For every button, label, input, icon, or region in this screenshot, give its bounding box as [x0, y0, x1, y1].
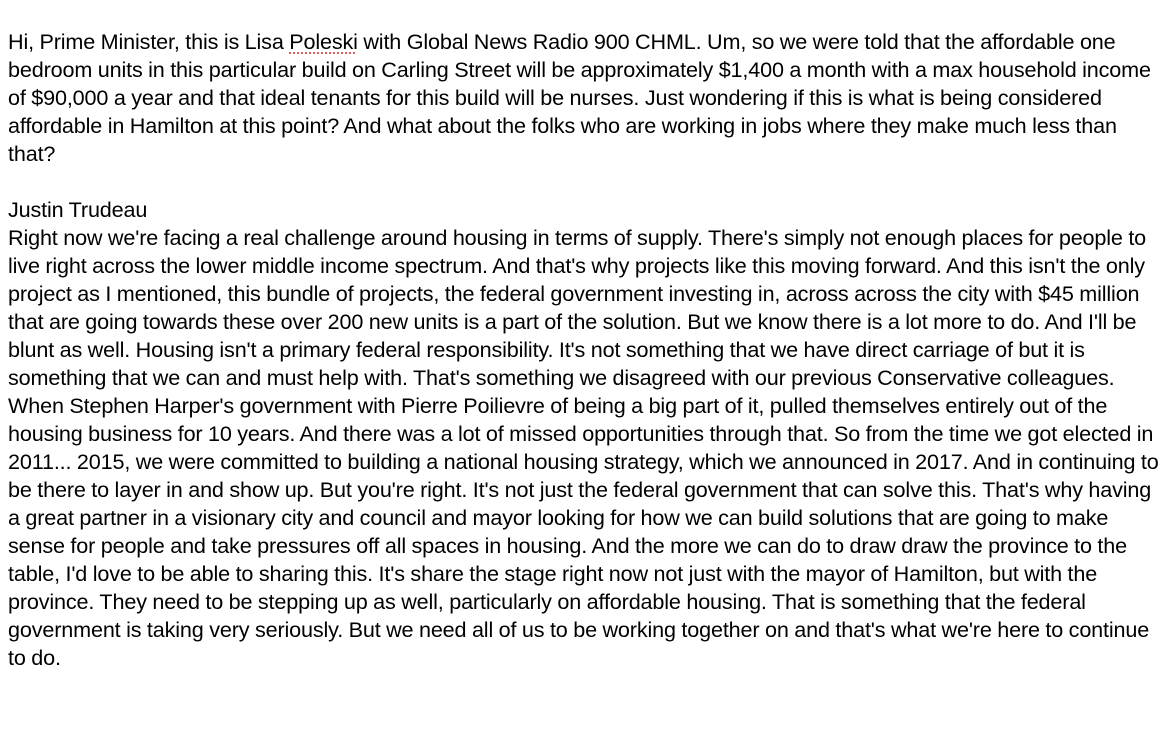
question-rest: with Global News Radio 900 CHML. Um, so we were told that the affordable one bedroom units in this particular build on Carling Street will be approximately $1,400 a month with a max household income of $90,000 a year and that ideal tenants for this build will be nurses. Just wondering if this is what is being considered affordable in Hamilton at this point? And what about the folks who are working in jobs where they make much less than that? — [8, 29, 1151, 166]
misspelled-word[interactable]: Poleski — [289, 29, 358, 54]
paragraph-gap — [8, 168, 1162, 196]
speaker-name: Justin Trudeau — [8, 197, 148, 222]
answer-paragraph: Right now we're facing a real challenge around housing in terms of supply. There's simply not enough places for people to live right across the lower middle income spectrum. And that's why projects like this moving forward. And this isn't the only project as I mentioned, this bundle of projects, the federal government investing in, across across the city with $45 million that are going towards these over 200 new units is a part of the solution. But we know there is a lot more to do. And I'll be blunt as well. Housing isn't a primary federal responsibility. It's not something that we have direct carriage of but it is something that we can and must help with. That's something we disagreed with our previous Conservative colleagues. When Stephen Harper's government with Pierre Poilievre of being a big part of it, pulled themselves entirely out of the housing business for 10 years. And there was a lot of missed opportunities through that. So from the time we got elected in 2011... 2015, we were committed to building a national housing strategy, which we announced in 2017. And in continuing to be there to layer in and show up. But you're right. It's not just the federal government that can solve this. That's why having a great partner in a visionary city and council and mayor looking for how we can build solutions that are going to make sense for people and take pressures off all spaces in housing. And the more we can do to draw draw the province to the table, I'd love to be able to sharing this. It's share the stage right now not just with the mayor of Hamilton, but with the province. They need to be stepping up as well, particularly on affordable housing. That is something that the federal government is taking very seriously. But we need all of us to be working together on and that's what we're here to continue to do. — [8, 225, 1159, 670]
question-lead: Hi, Prime Minister, this is Lisa — [8, 29, 290, 54]
transcript-document[interactable] — [8, 28, 1162, 672]
question-paragraph — [8, 28, 1162, 168]
